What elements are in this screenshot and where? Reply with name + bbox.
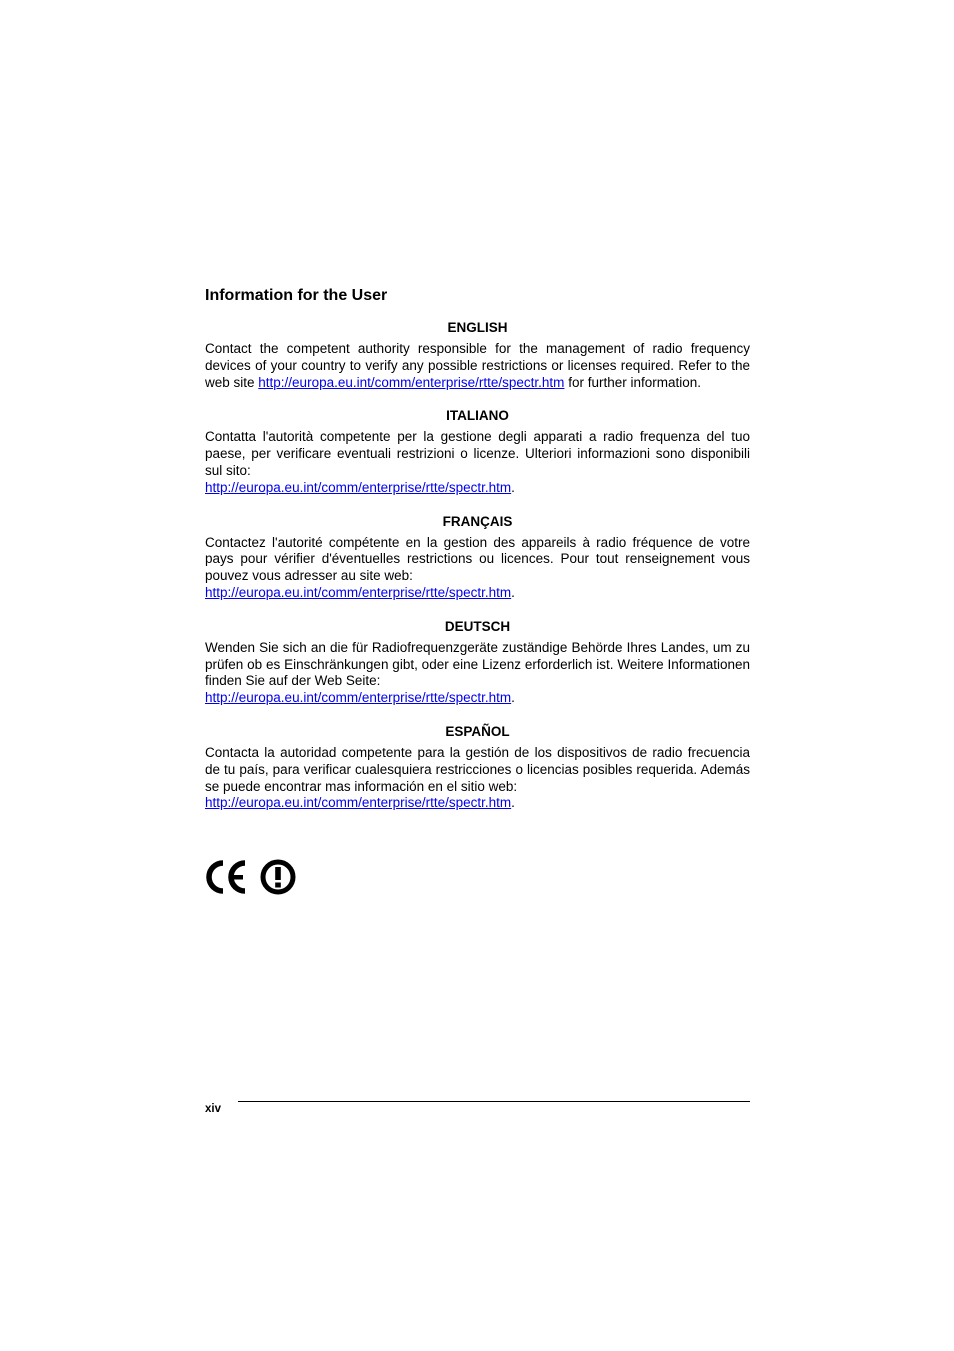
paragraph-text-after: . <box>511 690 515 706</box>
section-paragraph <box>205 640 750 707</box>
spectrum-link[interactable]: http://europa.eu.int/comm/enterprise/rtte/spectr.htm <box>205 690 512 706</box>
spectrum-link[interactable]: http://europa.eu.int/comm/enterprise/rtte/spectr.htm <box>258 374 565 390</box>
page-title: Information for the User <box>205 287 388 304</box>
section-paragraph <box>205 341 750 391</box>
section-paragraph <box>205 745 750 812</box>
paragraph-text-after: . <box>511 584 515 600</box>
page-content <box>205 286 750 829</box>
spectrum-link[interactable]: http://europa.eu.int/comm/enterprise/rtte/spectr.htm <box>205 584 512 600</box>
paragraph-text: Contacta la autoridad competente para la gestión de los dispositivos de radio frecuencia de tu país, para verificar cualesquiera restricciones o licencias posibles requerida. Además se puede encontrar mas información en el sitio web: <box>205 744 750 794</box>
paragraph-text: Contatta l'autorità competente per la gestione degli apparati a radio frequenza del tuo paese, per verificare eventuali restrizioni o licenze. Ulteriori informazioni sono disponibili sul sito: <box>205 429 750 478</box>
paragraph-text-after: for further information. <box>564 374 701 390</box>
section-deutsch <box>205 619 750 707</box>
paragraph-text-after: . <box>511 479 515 495</box>
section-english <box>205 320 750 391</box>
spectrum-link[interactable]: http://europa.eu.int/comm/enterprise/rtte/spectr.htm <box>205 795 512 811</box>
paragraph-text: Contactez l'autorité compétente en la gestion des appareils à radio fréquence de votre pays pour vérifier d'éventuelles restrictions ou licences. Pour tout renseignement vous pouvez vous adresser au site web: <box>205 534 750 584</box>
paragraph-text-after: . <box>511 795 515 811</box>
section-francais <box>205 514 750 602</box>
section-paragraph <box>205 535 750 602</box>
ce-mark-icon <box>204 858 250 896</box>
section-heading: ESPAÑOL <box>445 723 510 739</box>
section-italiano <box>205 408 750 496</box>
section-espanol <box>205 724 750 812</box>
paragraph-text: Contact the competent authority responsible for the management of radio frequency devices of your country to verify any possible restrictions or licenses required. Refer to the web site <box>205 341 750 390</box>
section-heading: DEUTSCH <box>444 618 511 634</box>
certification-marks <box>204 858 298 896</box>
section-heading: FRANÇAIS <box>442 513 513 529</box>
paragraph-text: Wenden Sie sich an die für Radiofrequenzgeräte zuständige Behörde Ihres Landes, um zu prüfen ob es Einschränkungen gibt, oder eine Lizenz erforderlich ist. Weitere Informationen finden Sie auf der Web Seite: <box>205 639 750 689</box>
spectrum-link[interactable]: http://europa.eu.int/comm/enterprise/rtte/spectr.htm <box>205 479 512 495</box>
footer-rule <box>238 1101 750 1102</box>
page-number: xiv <box>205 1103 221 1115</box>
section-heading: ENGLISH <box>447 320 508 335</box>
section-paragraph <box>205 429 750 496</box>
alert-mark-icon <box>258 858 298 896</box>
section-heading: ITALIANO <box>446 408 509 424</box>
